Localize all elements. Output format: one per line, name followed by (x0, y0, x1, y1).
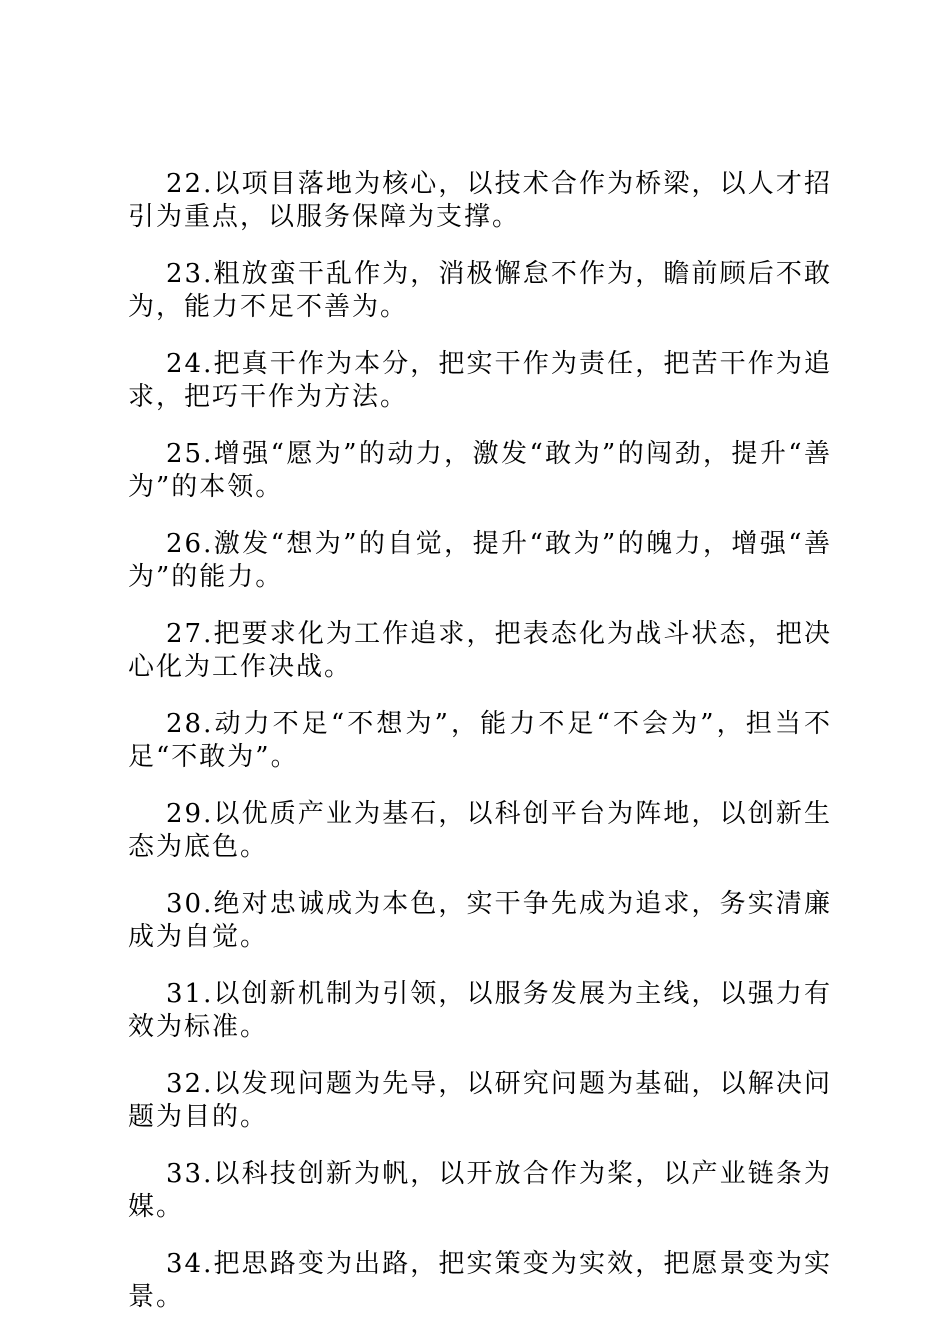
paragraph-31: 31.以创新机制为引领，以服务发展为主线，以强力有效为标准。 (128, 979, 832, 1042)
paragraph-34: 34.把思路变为出路，把实策变为实效，把愿景变为实景。 (128, 1249, 832, 1312)
paragraph-22: 22.以项目落地为核心，以技术合作为桥梁，以人才招引为重点，以服务保障为支撑。 (128, 169, 832, 232)
paragraph-30: 30.绝对忠诚成为本色，实干争先成为追求，务实清廉成为自觉。 (128, 889, 832, 952)
paragraph-32: 32.以发现问题为先导，以研究问题为基础，以解决问题为目的。 (128, 1069, 832, 1132)
paragraph-23: 23.粗放蛮干乱作为，消极懈怠不作为，瞻前顾后不敢为，能力不足不善为。 (128, 259, 832, 322)
paragraph-26: 26.激发“想为”的自觉，提升“敢为”的魄力，增强“善为”的能力。 (128, 529, 832, 592)
document-body (128, 168, 832, 1338)
paragraph-24: 24.把真干作为本分，把实干作为责任，把苦干作为追求，把巧干作为方法。 (128, 349, 832, 412)
paragraph-29: 29.以优质产业为基石，以科创平台为阵地，以创新生态为底色。 (128, 799, 832, 862)
paragraph-28: 28.动力不足“不想为”，能力不足“不会为”，担当不足“不敢为”。 (128, 709, 832, 772)
paragraph-27: 27.把要求化为工作追求，把表态化为战斗状态，把决心化为工作决战。 (128, 619, 832, 682)
paragraph-33: 33.以科技创新为帆，以开放合作为桨，以产业链条为媒。 (128, 1159, 832, 1222)
paragraph-25: 25.增强“愿为”的动力，激发“敢为”的闯劲，提升“善为”的本领。 (128, 439, 832, 502)
